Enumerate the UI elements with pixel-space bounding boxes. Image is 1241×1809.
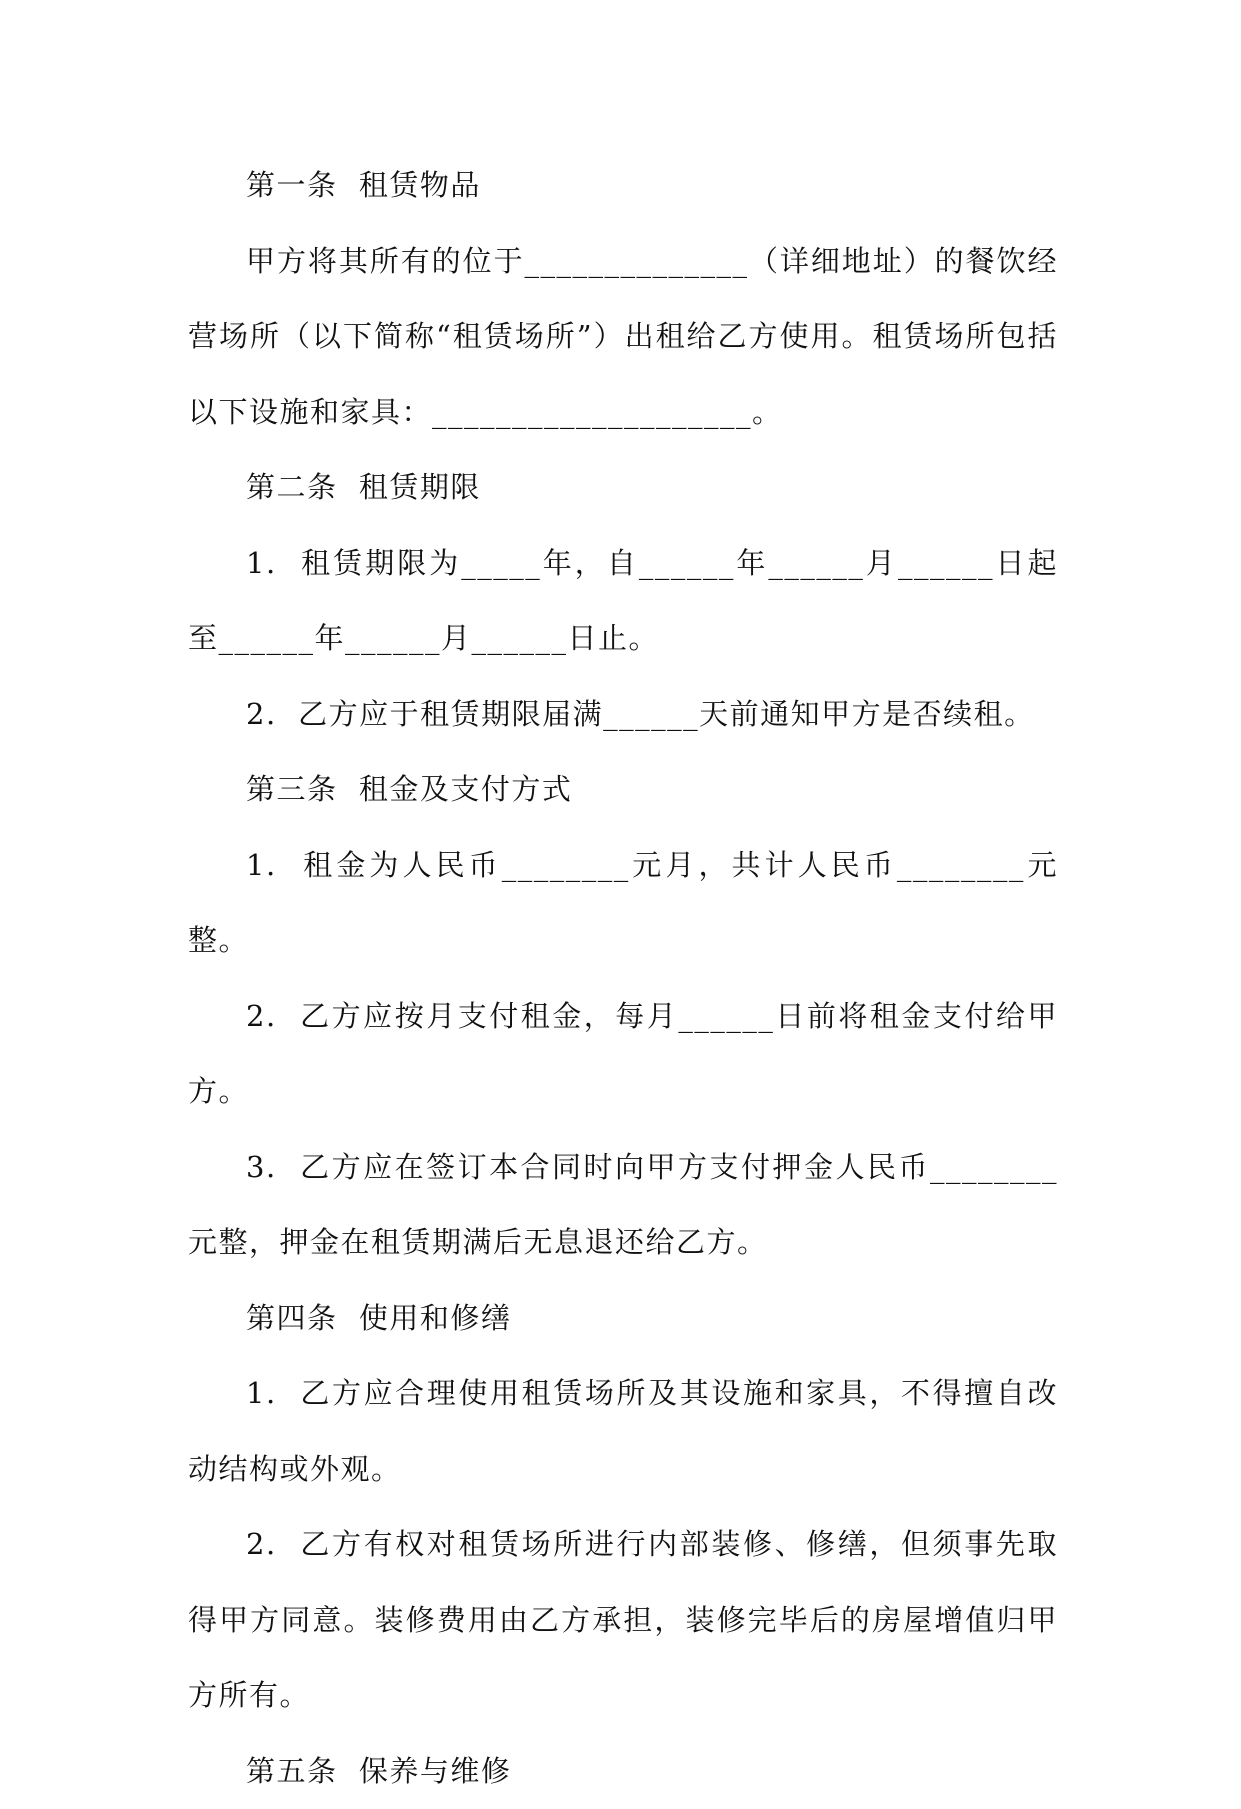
section-2-paragraph-1: 1. 租赁期限为_____年，自______年______月______日起至______年______月______日止。 — [188, 526, 1058, 677]
section-heading-2: 第二条 租赁期限 — [188, 450, 1058, 526]
section-2-paragraph-2: 2. 乙方应于租赁期限届满______天前通知甲方是否续租。 — [188, 677, 1058, 753]
section-1-paragraph-1: 甲方将其所有的位于______________（详细地址）的餐饮经营场所（以下简称“租赁场所”）出租给乙方使用。租赁场所包括以下设施和家具：____________________。 — [188, 224, 1058, 451]
section-4-paragraph-2: 2. 乙方有权对租赁场所进行内部装修、修缮，但须事先取得甲方同意。装修费用由乙方承担，装修完毕后的房屋增值归甲方所有。 — [188, 1507, 1058, 1734]
section-3-paragraph-2: 2. 乙方应按月支付租金，每月______日前将租金支付给甲方。 — [188, 979, 1058, 1130]
section-heading-4: 第四条 使用和修缮 — [188, 1281, 1058, 1357]
section-3-paragraph-3: 3. 乙方应在签订本合同时向甲方支付押金人民币________元整，押金在租赁期满后无息退还给乙方。 — [188, 1130, 1058, 1281]
section-4-paragraph-1: 1. 乙方应合理使用租赁场所及其设施和家具，不得擅自改动结构或外观。 — [188, 1356, 1058, 1507]
section-heading-1: 第一条 租赁物品 — [188, 148, 1058, 224]
contract-body — [188, 148, 1058, 1809]
section-heading-3: 第三条 租金及支付方式 — [188, 752, 1058, 828]
section-heading-5: 第五条 保养与维修 — [188, 1734, 1058, 1809]
section-3-paragraph-1: 1. 租金为人民币________元月，共计人民币________元整。 — [188, 828, 1058, 979]
